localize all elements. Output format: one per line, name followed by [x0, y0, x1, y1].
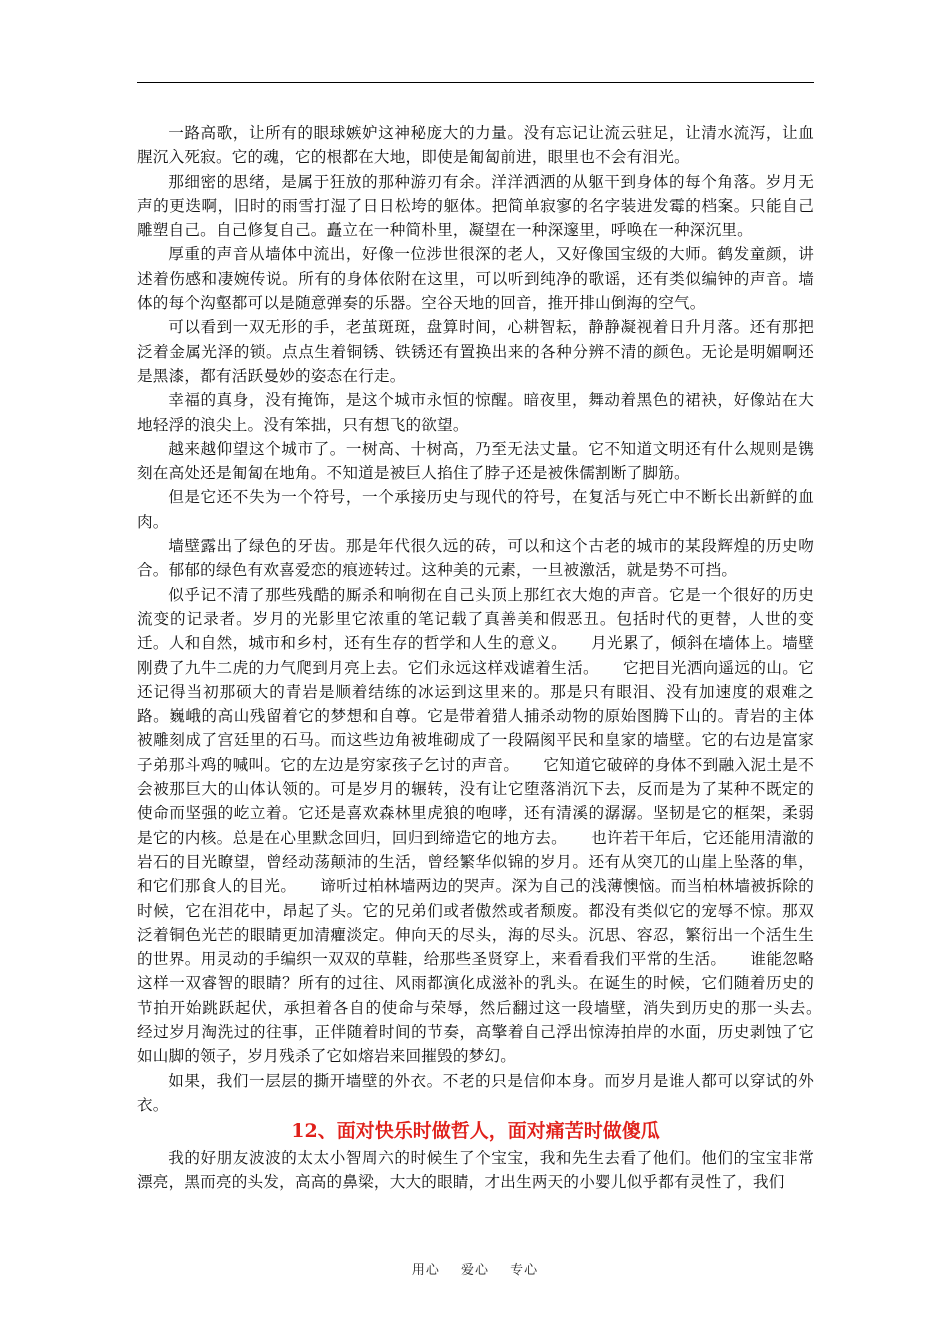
footer-word-1: 用心: [411, 1263, 440, 1278]
footer-word-3: 专心: [510, 1263, 539, 1278]
paragraph-3: 厚重的声音从墙体中流出，好像一位涉世很深的老人，又好像国宝级的大师。鹤发童颜，讲述着伤感和凄婉传说。所有的身体依附在这里，可以听到纯净的歌谣，还有类似编钟的声音。墙体的每个沟壑都可以是随意弹奏的乐器。空谷天地的回音，推开排山倒海的空气。: [137, 245, 814, 313]
paragraph-8: 墙壁露出了绿色的牙齿。那是年代很久远的砖，可以和这个古老的城市的某段辉煌的历史吻合。郁郁的绿色有欢喜爱恋的痕迹转过。这种美的元素，一旦被激活，就是势不可挡。: [137, 537, 814, 580]
section-paragraph: 我的好朋友波波的太太小智周六的时候生了个宝宝，我和先生去看了他们。他们的宝宝非常漂亮，黑而亮的头发，高高的鼻梁，大大的眼睛，才出生两天的小婴儿似乎都有灵性了，我们: [137, 1149, 814, 1192]
paragraph-2: 那细密的思绪，是属于狂放的那种游刃有余。洋洋洒洒的从躯干到身体的每个角落。岁月无声的更迭啊，旧时的雨雪打湿了日日松垮的躯体。把简单寂寥的名字装进发霉的档案。只能自己雕塑自己。自己修复自己。矗立在一种简朴里，凝望在一种深邃里，呼唤在一种深沉里。: [137, 172, 814, 240]
paragraph-5: 幸福的真身，没有掩饰，是这个城市永恒的惊醒。暗夜里，舞动着黑色的裙袂，好像站在大地轻浮的浪尖上。没有笨拙，只有想飞的欲望。: [137, 391, 814, 434]
paragraph-10: 如果，我们一层层的撕开墙壁的外衣。不老的只是信仰本身。而岁月是谁人都可以穿试的外衣。: [137, 1071, 814, 1114]
paragraph-7: 但是它还不失为一个符号，一个承接历史与现代的符号，在复活与死亡中不断长出新鲜的血肉。: [137, 488, 814, 531]
header-rule: [137, 82, 814, 83]
paragraph-1: 一路高歌，让所有的眼球嫉妒这神秘庞大的力量。没有忘记让流云驻足，让清水流泻，让血腥沉入死寂。它的魂，它的根都在大地，即使是匍匐前进，眼里也不会有泪光。: [137, 124, 814, 167]
paragraph-4: 可以看到一双无形的手，老茧斑斑，盘算时间，心耕智耘，静静凝视着日升月落。还有那把泛着金属光泽的锁。点点生着铜锈、铁锈还有置换出来的各种分辨不清的颜色。无论是明媚啊还是黑漆，都有活跃曼妙的姿态在行走。: [137, 318, 814, 385]
paragraph-6: 越来越仰望这个城市了。一树高、十树高，乃至无法丈量。它不知道文明还有什么规则是镌刻在高处还是匍匐在地角。不知道是被巨人掐住了脖子还是被侏儒割断了脚筋。: [137, 439, 814, 483]
page-footer: [0, 1259, 950, 1278]
paragraph-9: 似乎记不清了那些残酷的厮杀和响彻在自己头顶上那红衣大炮的声音。它是一个很好的历史流变的记录者。岁月的光影里它浓重的笔记载了真善美和假恶丑。包括时代的更替，人世的变迁。人和自然，城市和乡村，还有生存的哲学和人生的意义。 月光累了，倾斜在墙体上。墙壁刚费了九牛二虎的力气爬到月亮上去。它们永远这样戏谑着生活。 它把目光洒向遥远的山。它还记得当初那硕大的青岩是顺着结练的冰运到这里来的。那是只有眼泪、没有加速度的艰难之路。巍峨的高山残留着它的梦想和自尊。它是带着猎人捕杀动物的原始图腾下山的。青岩的主体被雕刻成了宫廷里的石马。而这些边角被堆砌成了一段隔阂平民和皇家的墙壁。它的右边是富家子弟那斗鸡的喊叫。它的左边是穷家孩子乞讨的声音。 它知道它破碎的身体不到融入泥土是不会被那巨大的山体认领的。可是岁月的辗转，没有让它堕落消沉下去，反而是为了某种不既定的使命而坚强的屹立着。它还是喜欢森林里虎狼的咆哮，还有清溪的潺潺。坚韧是它的框架，柔弱是它的内核。总是在心里默念回归，回归到缔造它的地方去。 也许若干年后，它还能用清澈的岩石的目光瞭望，曾经动荡颠沛的生活，曾经繁华似锦的岁月。还有从突兀的山崖上坠落的隼，和它们那食人的目光。 谛听过柏林墙两边的哭声。深为自己的浅薄懊恼。而当柏林墙被拆除的时候，它在泪花中，昂起了头。它的兄弟们或者傲然或者颓废。都没有类似它的宠辱不惊。那双泛着铜色光芒的眼睛更加清癯淡定。伸向天的尽头，海的尽头。沉思、容忍，繁衍出一个活生生的世界。用灵动的手编织一双双的草鞋，给那些圣贤穿上，来看看我们平常的生活。 谁能忽略这样一双睿智的眼睛？所有的过往、风雨都演化成滋补的乳头。在诞生的时候，它们随着历史的节拍开始跳跃起伏，承担着各自的使命与荣辱，然后翻过这一段墙壁，消失到历史的那一头去。 经过岁月淘洗过的往事，正伴随着时间的节奏，高擎着自己浮出惊涛拍岸的水面，历史剥蚀了它如山脚的领子，岁月残杀了它如熔岩来回摧毁的梦幻。: [137, 585, 846, 1066]
section-heading: 12、面对快乐时做哲人，面对痛苦时做傻瓜: [291, 1120, 660, 1143]
article-body: [137, 121, 846, 1195]
footer-word-2: 爱心: [460, 1263, 489, 1278]
